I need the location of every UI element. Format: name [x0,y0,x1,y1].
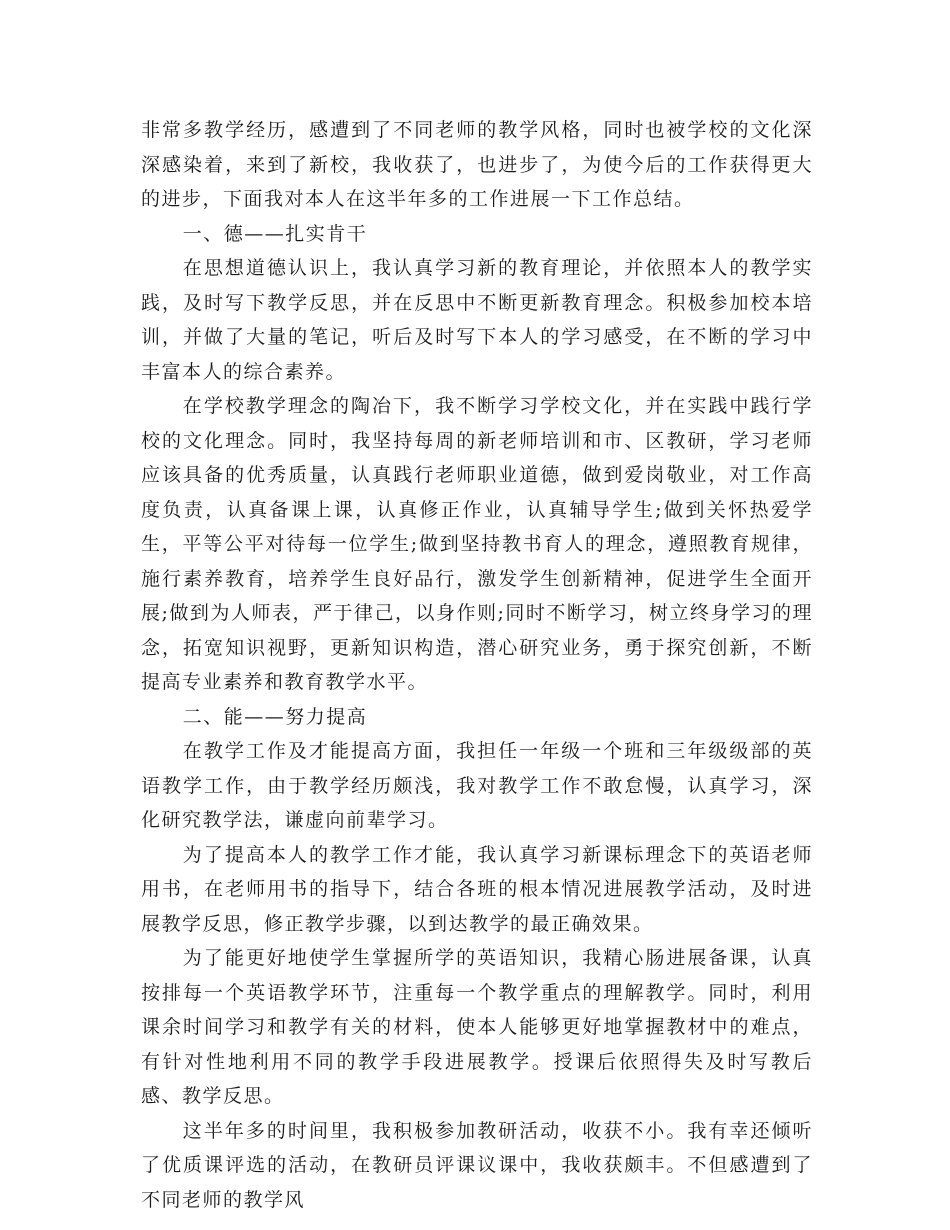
paragraph: 在教学工作及才能提高方面，我担任一年级一个班和三年级级部的英语教学工作，由于教学经历颇浅，我对教学工作不敢怠慢，认真学习，深化研究教学法，谦虚向前辈学习。 [141,740,813,831]
paragraph: 为了能更好地使学生掌握所学的英语知识，我精心肠进展备课，认真按排每一个英语教学环节，注重每一个教学重点的理解教学。同时，利用课余时间学习和教学有关的材料，使本人能够更好地掌握教材中的难点，有针对性地利用不同的教学手段进展教学。授课后依照得失及时写教后感、教学反思。 [141,947,813,1107]
document-body [141,113,813,1217]
section-heading-neng: 二、能——努力提高 [182,705,368,728]
section-heading-de: 一、德——扎实肯干 [182,222,368,245]
paragraph: 这半年多的时间里，我积极参加教研活动，收获不小。我有幸还倾听了优质课评选的活动，在教研员评课议课中，我收获颇丰。不但感遭到了不同老师的教学风 [141,1119,813,1211]
paragraph: 在思想道德认识上，我认真学习新的教育理论，并依照本人的教学实践，及时写下教学反思，并在反思中不断更新教育理念。积极参加校本培训，并做了大量的笔记，听后及时写下本人的学习感受，在不断的学习中丰富本人的综合素养。 [141,257,813,383]
paragraph: 为了提高本人的教学工作才能，我认真学习新课标理念下的英语老师用书，在老师用书的指导下，结合各班的根本情况进展教学活动，及时进展教学反思，修正教学步骤，以到达教学的最正确效果。 [141,843,813,935]
paragraph-continuation: 非常多教学经历，感遭到了不同老师的教学风格，同时也被学校的文化深深感染着，来到了新校，我收获了，也进步了，为使今后的工作获得更大的进步，下面我对本人在这半年多的工作进展一下工作总结。 [141,119,813,210]
paragraph: 在学校教学理念的陶冶下，我不断学习学校文化，并在实践中践行学校的文化理念。同时，我坚持每周的新老师培训和市、区教研，学习老师应该具备的优秀质量，认真践行老师职业道德，做到爱岗敬业，对工作高度负责，认真备课上课，认真修正作业，认真辅导学生;做到关怀热爱学生，平等公平对待每一位学生;做到坚持教书育人的理念，遵照教育规律，施行素养教育，培养学生良好品行，激发学生创新精神，促进学生全面开展;做到为人师表，严于律己，以身作则;同时不断学习，树立终身学习的理念，拓宽知识视野，更新知识构造，潜心研究业务，勇于探究创新，不断提高专业素养和教育教学水平。 [141,395,813,693]
